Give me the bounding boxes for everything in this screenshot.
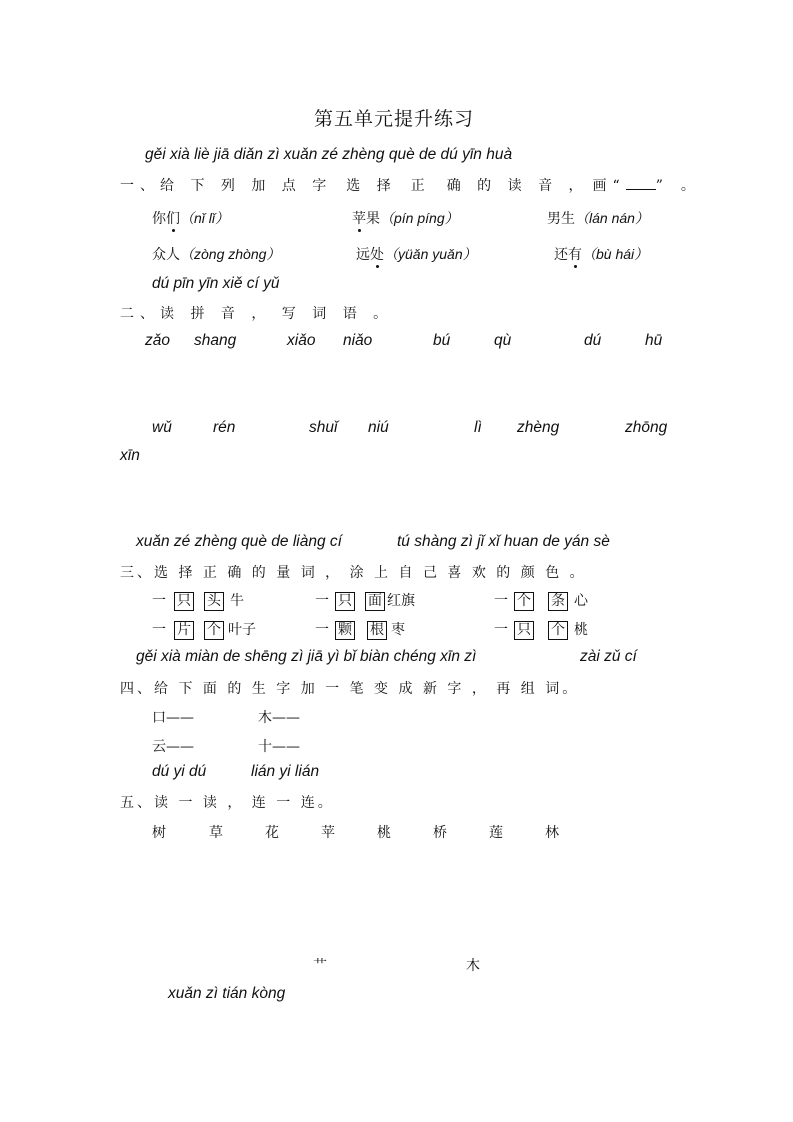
measure-word-box[interactable]: 根: [367, 621, 387, 640]
measure-word-box[interactable]: 只: [174, 592, 194, 611]
noun: 心: [574, 593, 588, 609]
q2-instruction: 二、读 拼 音 ， 写 词 语 。: [120, 306, 394, 322]
add-stroke-item: 云——: [152, 739, 194, 755]
match-word[interactable]: 林: [545, 825, 559, 841]
q5-pinyin: lián yi lián: [251, 763, 320, 780]
pinyin-syllable: qù: [494, 332, 512, 349]
pinyin-options[interactable]: （lán nán）: [575, 210, 649, 226]
q4-pinyin: gěi xià miàn de shēng zì jiā yì bǐ biàn chéng xīn zì: [136, 648, 477, 665]
pinyin-syllable: lì: [474, 419, 482, 436]
pinyin-syllable: rén: [213, 419, 236, 436]
pinyin-syllable: dú: [584, 332, 602, 349]
q1-item: [152, 244, 280, 264]
pinyin-syllable: xiǎo: [287, 332, 316, 349]
q1-instruction-part: 一、给 下 列 加 点 字: [120, 178, 333, 194]
q1-item: [356, 244, 477, 264]
q1-item: [547, 208, 649, 228]
match-word[interactable]: 莲: [489, 825, 503, 841]
q2-pinyin: dú pīn yīn xiě cí yǔ: [152, 275, 280, 292]
word-char: 果: [366, 211, 380, 227]
dotted-char: 苹: [352, 208, 366, 228]
measure-word-box[interactable]: 头: [204, 592, 224, 611]
match-radical[interactable]: 木: [466, 958, 480, 974]
q3-pinyin: tú shàng zì jǐ xǐ huan de yán sè: [397, 533, 610, 550]
q5-pinyin: dú yi dú: [152, 763, 207, 780]
pinyin-options[interactable]: （yüǎn yuǎn）: [384, 246, 477, 262]
pinyin-syllable: zǎo: [145, 332, 170, 349]
measure-word-group: [315, 590, 415, 611]
q1-instruction-part: 正: [410, 178, 431, 194]
q1-item: [554, 244, 648, 264]
one-char: 一: [494, 622, 508, 638]
pinyin-syllable: bú: [433, 332, 451, 349]
underline-blank: [626, 177, 656, 190]
word-char: 众人: [152, 247, 180, 263]
measure-word-box[interactable]: 片: [174, 621, 194, 640]
q5-instruction: 五、读 一 读 ， 连 一 连。: [120, 795, 335, 811]
measure-word-group: [494, 619, 588, 640]
q3-pinyin: xuǎn zé zhèng què de liàng cí: [136, 533, 342, 550]
match-word[interactable]: 苹: [321, 825, 335, 841]
match-word[interactable]: 花: [265, 825, 279, 841]
dotted-char: 有: [568, 244, 582, 264]
measure-word-group: [315, 619, 405, 640]
q1-instruction-part: 选 择: [346, 178, 397, 194]
add-stroke-item: 木——: [258, 710, 300, 726]
q6-pinyin: xuǎn zì tián kòng: [168, 985, 286, 1002]
match-word[interactable]: 树: [152, 825, 166, 841]
one-char: 一: [315, 593, 329, 609]
pinyin-syllable: zhōng: [625, 419, 668, 436]
word-char: 远: [356, 247, 370, 263]
word-char: 还: [554, 247, 568, 263]
dotted-char: 处: [370, 244, 384, 264]
pinyin-options[interactable]: （zòng zhòng）: [180, 246, 281, 262]
measure-word-group: [152, 590, 244, 611]
pinyin-syllable: hū: [645, 332, 663, 349]
noun: 枣: [391, 622, 405, 638]
pinyin-syllable: niǎo: [343, 332, 373, 349]
one-char: 一: [152, 593, 166, 609]
measure-word-box[interactable]: 只: [335, 592, 355, 611]
measure-word-box[interactable]: 颗: [335, 621, 355, 640]
noun: 桃: [574, 622, 588, 638]
q1-instruction: [120, 175, 701, 195]
pinyin-options[interactable]: （nǐ lǐ）: [180, 210, 230, 226]
add-stroke-item: 口——: [152, 710, 194, 726]
q1-item: [152, 208, 229, 228]
noun: 牛: [230, 593, 244, 609]
measure-word-group: [152, 619, 256, 640]
page-title: 第五单元提升练习: [314, 108, 475, 130]
q1-instruction-part: 画“: [592, 178, 626, 194]
pinyin-syllable: xīn: [120, 447, 140, 464]
one-char: 一: [494, 593, 508, 609]
noun: 红旗: [387, 593, 415, 609]
pinyin-syllable: shuǐ: [309, 419, 338, 436]
q1-instruction-part: ”: [655, 178, 669, 194]
q4-pinyin: zài zǔ cí: [580, 648, 637, 665]
pinyin-options[interactable]: （bù hái）: [582, 246, 649, 262]
match-word[interactable]: 草: [209, 825, 223, 841]
measure-word-box[interactable]: 个: [548, 621, 568, 640]
measure-word-box[interactable]: 条: [548, 592, 568, 611]
one-char: 一: [315, 622, 329, 638]
measure-word-box[interactable]: 面: [365, 592, 385, 611]
pinyin-syllable: wǔ: [152, 419, 172, 436]
match-radical[interactable]: 艹: [313, 958, 327, 974]
q1-item: [352, 208, 459, 228]
pinyin-syllable: shang: [194, 332, 237, 349]
pinyin-syllable: niú: [368, 419, 389, 436]
match-word[interactable]: 桥: [433, 825, 447, 841]
noun: 叶子: [228, 622, 256, 638]
q3-instruction: 三、选 择 正 确 的 量 词 ， 涂 上 自 己 喜 欢 的 颜 色 。: [120, 565, 587, 581]
measure-word-box[interactable]: 个: [204, 621, 224, 640]
q1-pinyin: gěi xià liè jiā diǎn zì xuǎn zé zhèng què de dú yīn huà: [145, 146, 513, 163]
word-char: 你: [152, 211, 166, 227]
match-word[interactable]: 桃: [377, 825, 391, 841]
dotted-char: 们: [166, 208, 180, 228]
one-char: 一: [152, 622, 166, 638]
pinyin-syllable: zhèng: [517, 419, 560, 436]
measure-word-box[interactable]: 个: [514, 592, 534, 611]
add-stroke-item: 十——: [258, 739, 300, 755]
q1-instruction-part: 确 的 读 音 ，: [446, 178, 589, 194]
measure-word-box[interactable]: 只: [514, 621, 534, 640]
q4-instruction: 四、给 下 面 的 生 字 加 一 笔 变 成 新 字 ， 再 组 词。: [120, 681, 580, 697]
measure-word-group: [494, 590, 588, 611]
pinyin-options[interactable]: （pín píng）: [380, 210, 459, 226]
word-char: 男生: [547, 211, 575, 227]
q1-instruction-part: 。: [680, 178, 701, 194]
